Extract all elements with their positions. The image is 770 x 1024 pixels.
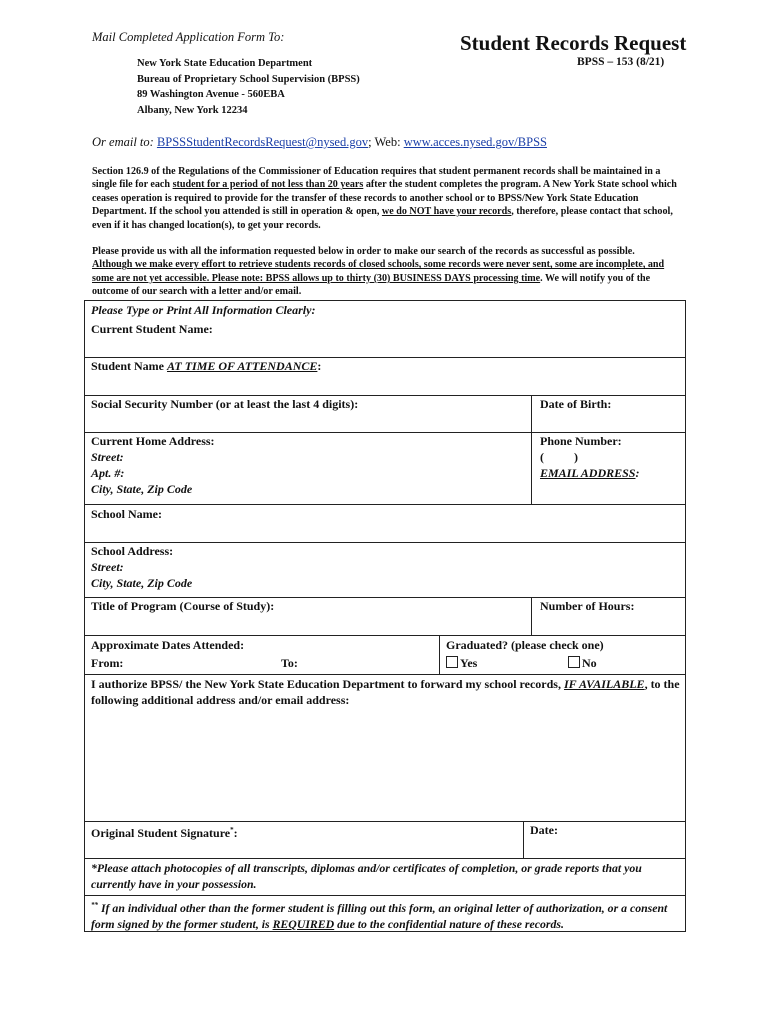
attendance-name-label (91, 358, 321, 374)
city-label: City, State, Zip Code (91, 482, 193, 496)
to-label: To: (281, 656, 298, 670)
signature-label (91, 822, 238, 841)
city-label: City, State, Zip Code (91, 576, 193, 590)
apt-label: Apt. #: (91, 466, 125, 480)
street-label: Street: (91, 560, 124, 574)
form-instruction: Please Type or Print All Information Clearly: (91, 303, 316, 317)
no-checkbox[interactable] (568, 656, 580, 668)
address-line: Albany, New York 12234 (137, 104, 248, 116)
from-label: From: (91, 656, 124, 670)
text: I authorize BPSS/ the New York State Education Department to forward my school records, (91, 677, 564, 691)
mailing-address (137, 56, 360, 118)
dates-label: Approximate Dates Attended: (91, 638, 245, 652)
text: REQUIRED (272, 916, 335, 931)
yes-checkbox[interactable] (446, 656, 458, 668)
text: , therefore, please contact that school, even if it has changed location(s), to get your records. (92, 206, 673, 231)
intro-paragraph-1 (92, 165, 677, 232)
mail-to-label: Mail Completed Application Form To: (92, 30, 285, 44)
text: AT TIME OF ATTENDANCE (167, 359, 318, 373)
email-link[interactable]: BPSSStudentRecordsRequest@nysed.gov (156, 135, 369, 149)
text: : (233, 826, 238, 840)
hours-label: Number of Hours: (540, 599, 635, 613)
text: School Address: (91, 544, 174, 558)
text: ( ) (540, 450, 578, 464)
intro-paragraph-2 (92, 245, 677, 299)
street-label: Street: (91, 450, 124, 464)
graduated-yes[interactable] (446, 655, 477, 671)
web-link[interactable]: www.acces.nysed.gov/BPSS (403, 135, 547, 149)
graduated-label: Graduated? (please check one) (446, 638, 604, 652)
address-line: New York State Education Department (137, 58, 313, 69)
text: . We will notify you of the outcome of our search with a letter and/or email. (92, 272, 651, 298)
text: * (230, 826, 234, 834)
text: Yes (460, 656, 478, 670)
text: Original Student Signature (91, 826, 231, 840)
home-address-label (91, 433, 215, 497)
text: Although we make every effort to retrieve students records of closed schools, some records were never sent, some are incomplete, and some are not yet accessible. Please note: BPSS allows up to thirty (30) BUSINESS DAYS processing time (92, 259, 665, 284)
school-name-label: School Name: (91, 507, 162, 521)
page-title: Student Records Request (460, 31, 687, 55)
text: No (582, 656, 597, 670)
text: IF AVAILABLE (563, 677, 645, 691)
text: due to the confidential nature of these records. (334, 916, 564, 931)
email-label: EMAIL ADDRESS (540, 466, 636, 480)
text: : (317, 359, 322, 373)
text: student for a period of not less than 20 years (172, 179, 364, 191)
web-prefix: ; Web: (368, 135, 401, 149)
program-label: Title of Program (Course of Study): (91, 599, 275, 613)
date-label: Date: (530, 823, 558, 837)
email-prefix: Or email to: (92, 135, 154, 149)
text: ** (91, 901, 98, 909)
text: : (635, 466, 640, 480)
school-address-label (91, 543, 192, 591)
text: after the student completes the program. A New York State school which ceases operation is required to provide for the transfer of these records to another school or to BPSS/New York State Education Department. If the school you attended is still in operation & open, (92, 179, 677, 218)
text: If an individual other than the former student is filling out this form, an original letter of authorization, or a consent form signed by the former student, is (91, 900, 668, 931)
request-form (84, 300, 686, 932)
text: Please provide us with all the information requested below in order to make our search of the records as successful as possible. (92, 246, 635, 257)
phone-label (540, 433, 639, 481)
text: Student Name (91, 359, 168, 373)
text: Section 126.9 of the Regulations of the Commissioner of Education requires that student permanent records shall be maintained in a single file for each (92, 166, 661, 191)
graduated-no[interactable] (568, 655, 597, 671)
current-name-label: Current Student Name: (91, 322, 213, 336)
dob-label: Date of Birth: (540, 397, 612, 411)
form-number: BPSS – 153 (8/21) (577, 56, 665, 68)
ssn-label: Social Security Number (or at least the last 4 digits): (91, 397, 359, 411)
text: Phone Number: (540, 434, 622, 448)
text: we do NOT have your records (381, 206, 512, 218)
contact-line (92, 135, 547, 150)
authorization-note (91, 897, 681, 932)
address-line: 89 Washington Avenue - 560EBA (137, 89, 285, 100)
authorization-text (91, 676, 683, 708)
attach-note: *Please attach photocopies of all transcripts, diplomas and/or certificates of completion, or grade reports that you currently have in your possession. (91, 861, 642, 891)
address-line: Bureau of Proprietary School Supervision (BPSS) (137, 73, 360, 85)
text: Current Home Address: (91, 434, 215, 448)
text: , to the following additional address and/or email address: (91, 677, 680, 707)
